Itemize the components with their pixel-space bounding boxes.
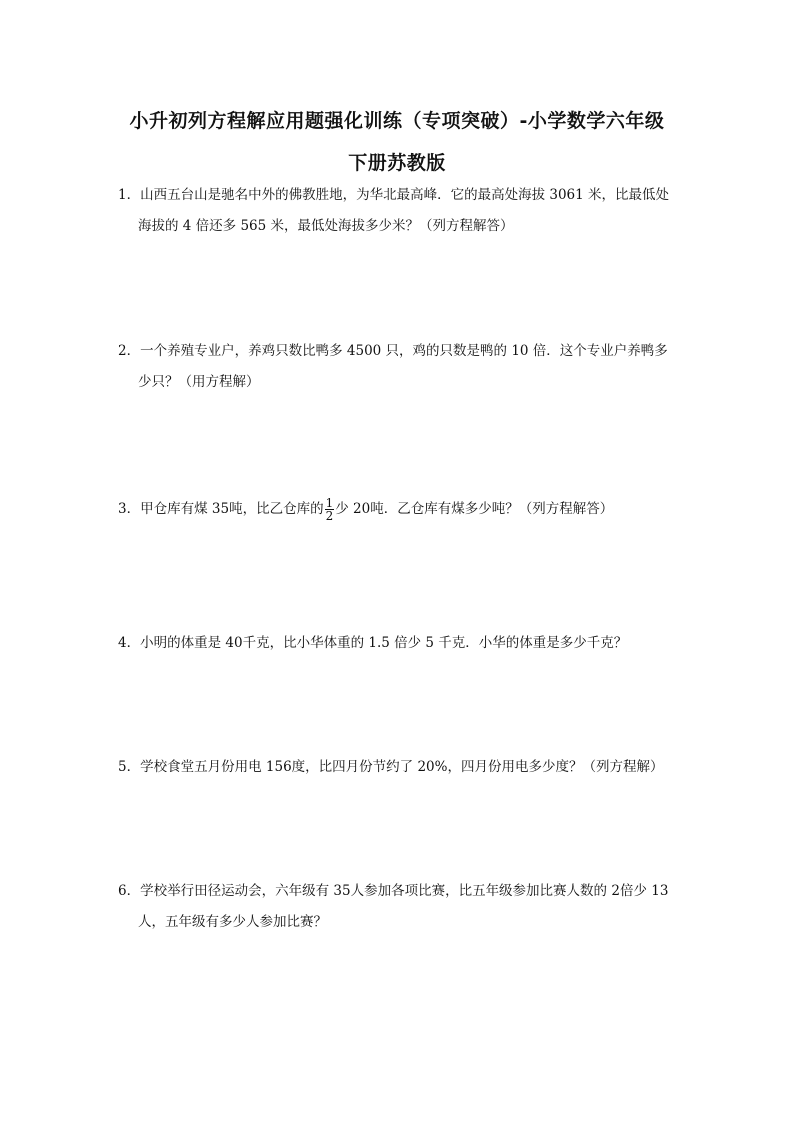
question-text-before-fraction: 甲仓库有煤 35吨，比乙仓库的 — [140, 501, 324, 517]
question-text: 山西五台山是驰名中外的佛教胜地，为华北最高峰．它的最高处海拔 3061 米，比最低处 — [140, 187, 670, 203]
question-1 — [118, 180, 683, 242]
question-5 — [118, 752, 683, 783]
question-number: 4． — [118, 635, 141, 651]
question-text: 小明的体重是 40千克，比小华体重的 1.5 倍少 5 千克．小华的体重是多少千克？ — [140, 635, 628, 651]
question-number: 1． — [118, 187, 141, 203]
fraction-numerator: 1 — [325, 496, 334, 510]
document-title-line-1: 小升初列方程解应用题强化训练（专项突破）-小学数学六年级 — [129, 110, 665, 132]
question-text-after-fraction: 少 20吨．乙仓库有煤多少吨？（列方程解答） — [335, 501, 614, 517]
question-2 — [118, 336, 683, 398]
question-6 — [118, 876, 683, 938]
question-6-line-1 — [118, 876, 683, 907]
question-number: 3． — [118, 501, 141, 517]
question-2-line-1 — [118, 336, 683, 367]
question-6-line-2: 人，五年级有多少人参加比赛？ — [138, 914, 327, 930]
question-number: 2． — [118, 343, 141, 359]
question-3-line-1 — [118, 494, 683, 525]
question-number: 5． — [118, 759, 141, 775]
question-3 — [118, 494, 683, 525]
question-number: 6． — [118, 883, 141, 899]
question-4-line-1 — [118, 628, 683, 659]
fraction-denominator: 2 — [325, 509, 334, 523]
question-1-line-1 — [118, 180, 683, 211]
question-4 — [118, 628, 683, 659]
question-5-line-1 — [118, 752, 683, 783]
question-2-line-2: 少只？（用方程解） — [138, 374, 260, 390]
question-1-line-2: 海拔的 4 倍还多 565 米，最低处海拔多少米？（列方程解答） — [138, 218, 514, 234]
document-title-line-2: 下册苏教版 — [348, 152, 446, 174]
question-text: 一个养殖专业户，养鸡只数比鸭多 4500 只，鸡的只数是鸭的 10 倍．这个专业户养鸭多 — [140, 343, 668, 359]
fraction-one-half — [325, 497, 335, 522]
question-text: 学校食堂五月份用电 156度，比四月份节约了 20%，四月份用电多少度？（列方程解） — [140, 759, 664, 775]
question-text: 学校举行田径运动会，六年级有 35人参加各项比赛，比五年级参加比赛人数的 2倍少 13 — [140, 883, 669, 899]
